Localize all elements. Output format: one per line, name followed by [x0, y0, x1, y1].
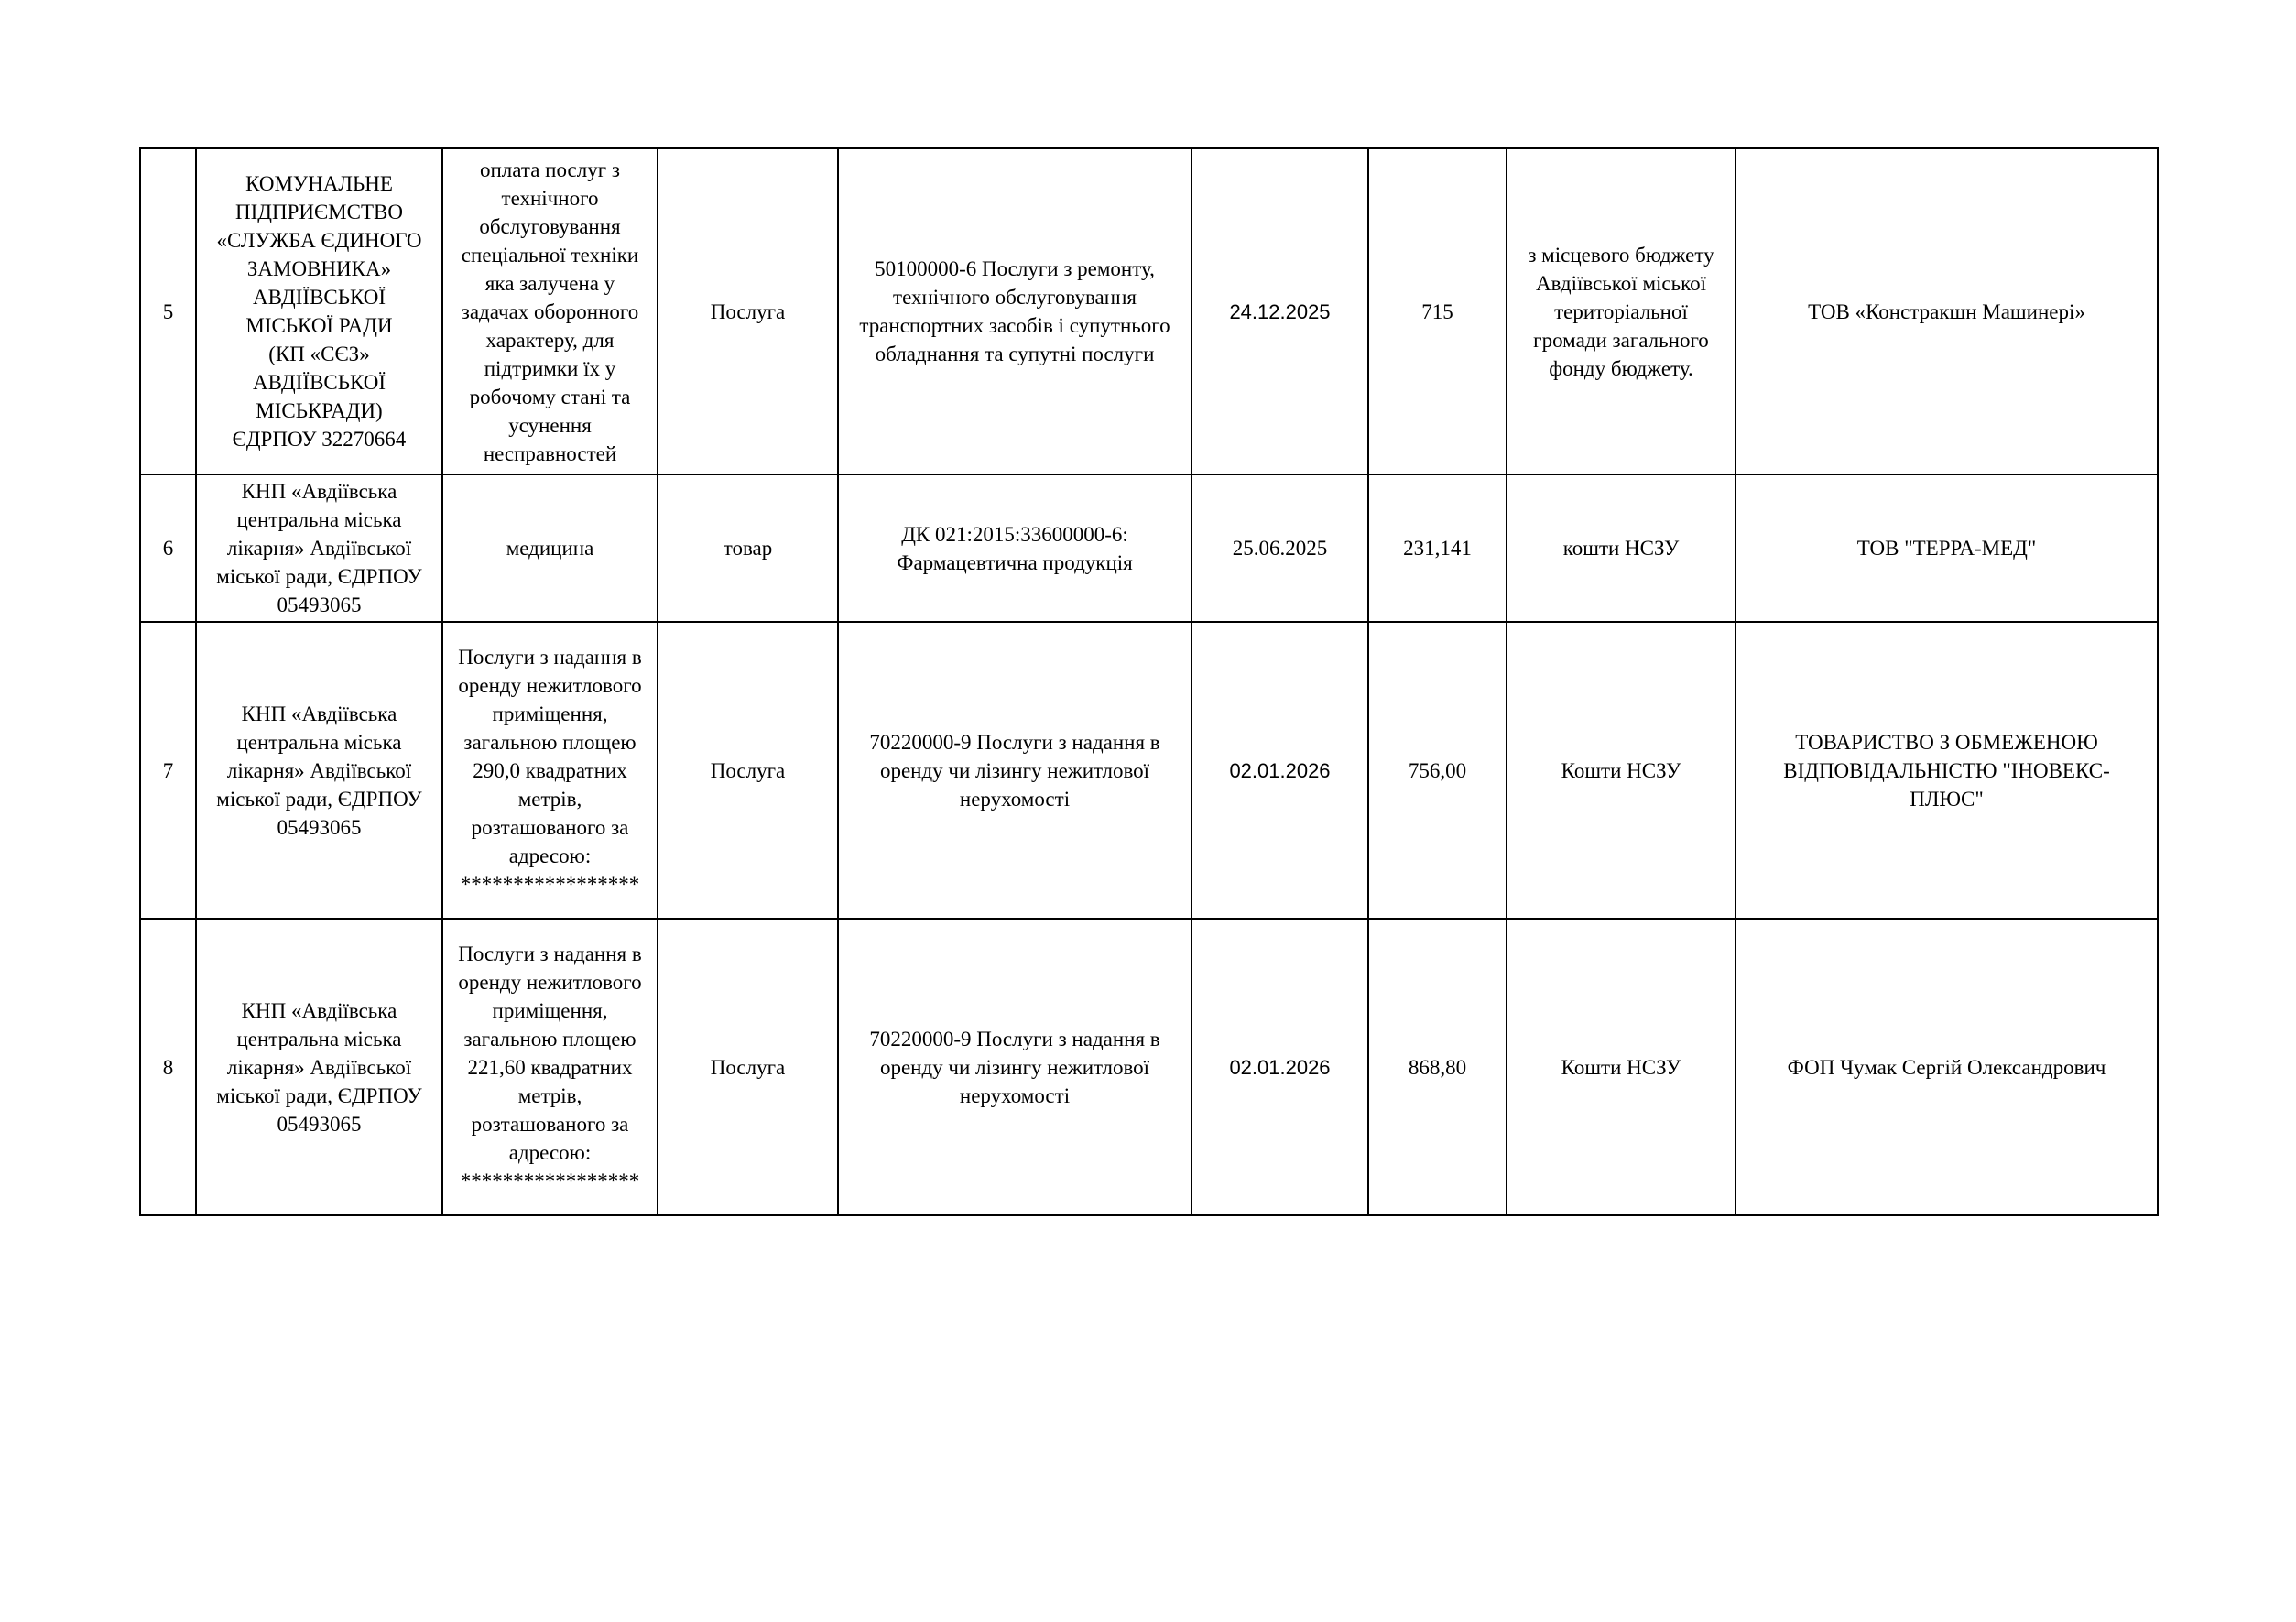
funding-source-cell: Кошти НСЗУ: [1507, 919, 1736, 1215]
funding-source-cell: з місцевого бюджету Авдіївської міської територіальної громади загального фонду бюджету.: [1507, 148, 1736, 474]
type-cell: товар: [658, 474, 838, 622]
code-cell: 70220000-9 Послуги з надання в оренду чи лізингу нежитлової нерухомості: [838, 622, 1192, 919]
amount-cell: 868,80: [1368, 919, 1507, 1215]
subject-cell: Послуги з надання в оренду нежитлового приміщення, загальною площею 221,60 квадратних метрів, розташованого за адресою: *****************: [442, 919, 658, 1215]
date-cell: 02.01.2026: [1192, 622, 1368, 919]
customer-cell: КНП «Авдіївська центральна міська лікарня» Авдіївської міської ради, ЄДРПОУ 05493065: [196, 474, 442, 622]
customer-cell: КНП «Авдіївська центральна міська лікарня» Авдіївської міської ради, ЄДРПОУ 05493065: [196, 622, 442, 919]
subject-cell: оплата послуг з технічного обслуговування спеціальної техніки яка залучена у задачах оборонного характеру, для підтримки їх у робочому стані та усунення несправностей: [442, 148, 658, 474]
procurement-table: [139, 147, 2159, 1216]
subject-cell: Послуги з надання в оренду нежитлового приміщення, загальною площею 290,0 квадратних метрів, розташованого за адресою: *****************: [442, 622, 658, 919]
supplier-cell: ТОВ "ТЕРРА-МЕД": [1736, 474, 2158, 622]
supplier-cell: ФОП Чумак Сергій Олександрович: [1736, 919, 2158, 1215]
table-row: [140, 148, 2158, 474]
row-number: 6: [140, 474, 196, 622]
table-row: [140, 474, 2158, 622]
code-cell: 70220000-9 Послуги з надання в оренду чи лізингу нежитлової нерухомості: [838, 919, 1192, 1215]
type-cell: Послуга: [658, 148, 838, 474]
subject-cell: медицина: [442, 474, 658, 622]
amount-cell: 715: [1368, 148, 1507, 474]
code-cell: ДК 021:2015:33600000-6: Фармацевтична продукція: [838, 474, 1192, 622]
table-row: [140, 919, 2158, 1215]
row-number: 8: [140, 919, 196, 1215]
customer-cell: КНП «Авдіївська центральна міська лікарня» Авдіївської міської ради, ЄДРПОУ 05493065: [196, 919, 442, 1215]
type-cell: Послуга: [658, 622, 838, 919]
code-cell: 50100000-6 Послуги з ремонту, технічного обслуговування транспортних засобів і супутнього обладнання та супутні послуги: [838, 148, 1192, 474]
row-number: 7: [140, 622, 196, 919]
date-cell: 25.06.2025: [1192, 474, 1368, 622]
date-cell: 24.12.2025: [1192, 148, 1368, 474]
amount-cell: 231,141: [1368, 474, 1507, 622]
type-cell: Послуга: [658, 919, 838, 1215]
row-number: 5: [140, 148, 196, 474]
table-row: [140, 622, 2158, 919]
supplier-cell: ТОВ «Констракшн Машинері»: [1736, 148, 2158, 474]
funding-source-cell: Кошти НСЗУ: [1507, 622, 1736, 919]
amount-cell: 756,00: [1368, 622, 1507, 919]
date-cell: 02.01.2026: [1192, 919, 1368, 1215]
customer-cell: КОМУНАЛЬНЕ ПІДПРИЄМСТВО «СЛУЖБА ЄДИНОГО ЗАМОВНИКА» АВДІЇВСЬКОЇ МІСЬКОЇ РАДИ (КП «СЄЗ» АВДІЇВСЬКОЇ МІСЬКРАДИ) ЄДРПОУ 32270664: [196, 148, 442, 474]
supplier-cell: ТОВАРИСТВО З ОБМЕЖЕНОЮ ВІДПОВІДАЛЬНІСТЮ "ІНОВЕКС- ПЛЮС": [1736, 622, 2158, 919]
funding-source-cell: кошти НСЗУ: [1507, 474, 1736, 622]
